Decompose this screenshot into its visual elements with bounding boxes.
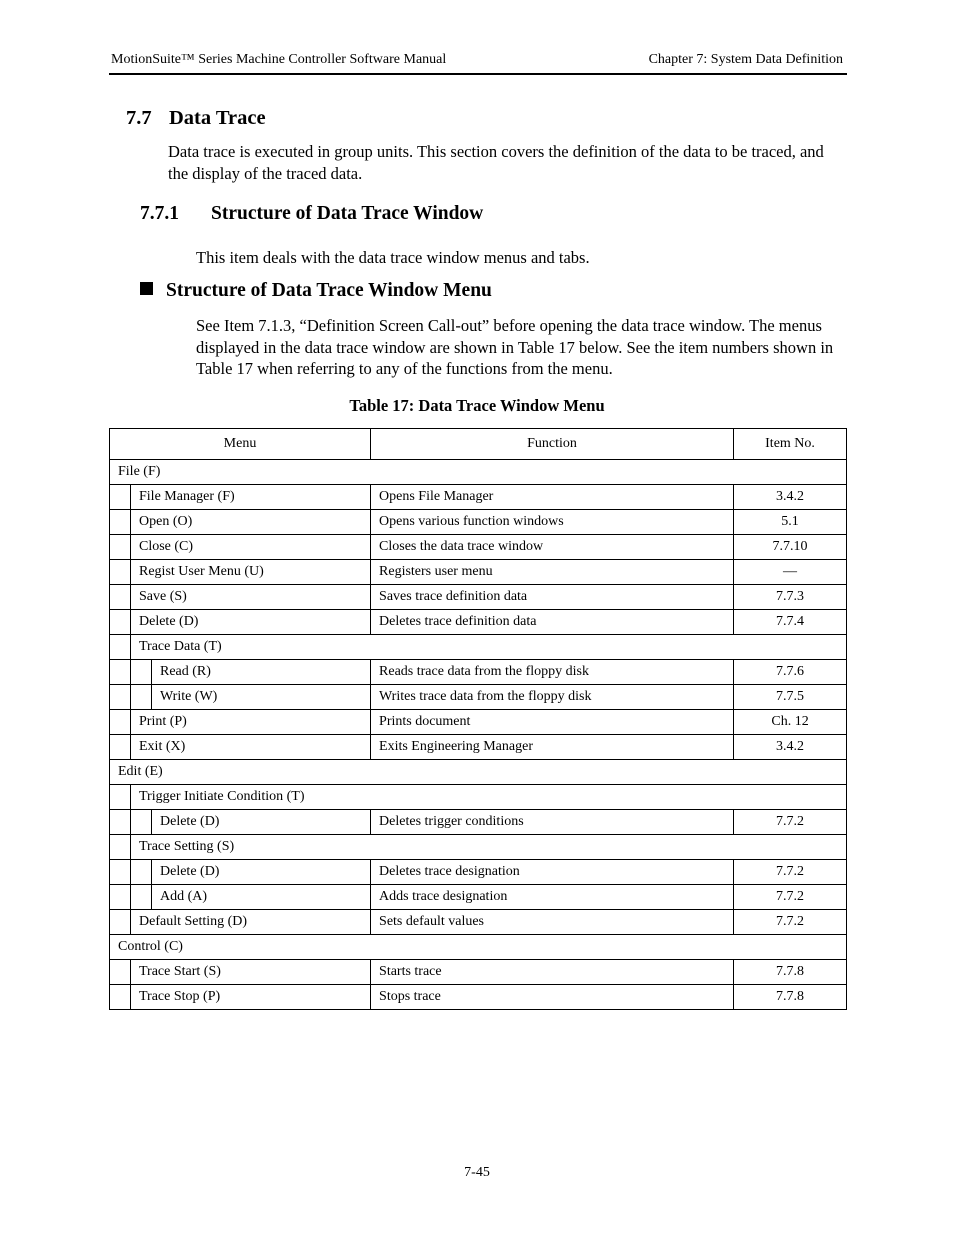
table-row — [110, 735, 847, 760]
menu-cell: Print (P) — [131, 710, 371, 735]
table-row — [110, 585, 847, 610]
table-row — [110, 810, 847, 835]
table-row — [110, 860, 847, 885]
indent-cell — [131, 660, 152, 685]
menu-cell: Write (W) — [152, 685, 371, 710]
table-header-row — [110, 429, 847, 460]
indent-cell — [110, 985, 131, 1010]
menu-cell: Exit (X) — [131, 735, 371, 760]
menu-cell: Delete (D) — [152, 810, 371, 835]
topic-title: Structure of Data Trace Window Menu — [166, 280, 492, 301]
indent-cell — [131, 885, 152, 910]
table-row — [110, 485, 847, 510]
indent-cell — [110, 685, 131, 710]
indent-cell — [110, 735, 131, 760]
section-title: Data Trace — [169, 107, 266, 129]
table-body — [110, 460, 847, 1010]
item-no-cell: 3.4.2 — [734, 735, 847, 760]
function-cell: Stops trace — [371, 985, 734, 1010]
section-heading — [126, 107, 266, 130]
item-no-cell: 7.7.8 — [734, 960, 847, 985]
menu-cell: Delete (D) — [131, 610, 371, 635]
indent-cell — [110, 710, 131, 735]
table-row — [110, 510, 847, 535]
menu-cell: Open (O) — [131, 510, 371, 535]
menu-cell: Close (C) — [131, 535, 371, 560]
indent-cell — [110, 510, 131, 535]
subsection-title: Structure of Data Trace Window — [211, 203, 484, 224]
menu-cell: Delete (D) — [152, 860, 371, 885]
function-cell: Deletes trace definition data — [371, 610, 734, 635]
indent-cell — [110, 610, 131, 635]
table-row — [110, 885, 847, 910]
function-cell: Saves trace definition data — [371, 585, 734, 610]
function-cell: Deletes trigger conditions — [371, 810, 734, 835]
header-menu: Menu — [110, 429, 371, 460]
page-number: 7-45 — [464, 1165, 490, 1180]
section-intro: Data trace is executed in group units. This section covers the definition of the data to be traced, and the display of the traced data. — [168, 142, 824, 183]
item-no-cell: 7.7.4 — [734, 610, 847, 635]
topic-body: See Item 7.1.3, “Definition Screen Call-out” before opening the data trace window. The menus displayed in the data trace window are shown in Table 17 below. See the item numbers shown in Table 17 when referring to any of the functions from the menu. — [196, 316, 834, 378]
table-row — [110, 960, 847, 985]
indent-cell — [110, 835, 131, 860]
indent-cell — [110, 860, 131, 885]
subsection-heading — [140, 203, 483, 225]
indent-cell — [110, 485, 131, 510]
running-header-chapter: Chapter 7: System Data Definition — [648, 52, 843, 67]
function-cell: Registers user menu — [371, 560, 734, 585]
indent-cell — [131, 810, 152, 835]
menu-cell: Save (S) — [131, 585, 371, 610]
indent-cell — [110, 785, 131, 810]
menu-cell: Read (R) — [152, 660, 371, 685]
indent-cell — [110, 585, 131, 610]
menu-cell: Trace Data (T) — [131, 635, 847, 660]
menu-cell: Edit (E) — [110, 760, 847, 785]
table-row — [110, 935, 847, 960]
function-cell: Reads trace data from the floppy disk — [371, 660, 734, 685]
function-cell: Starts trace — [371, 960, 734, 985]
header-item-no: Item No. — [734, 429, 847, 460]
menu-cell: File (F) — [110, 460, 847, 485]
running-header-title: MotionSuite™ Series Machine Controller Software Manual — [111, 52, 447, 67]
table-row — [110, 985, 847, 1010]
indent-cell — [110, 885, 131, 910]
item-no-cell: 7.7.6 — [734, 660, 847, 685]
table-row — [110, 560, 847, 585]
section-number: 7.7 — [126, 107, 152, 129]
menu-cell: Default Setting (D) — [131, 910, 371, 935]
function-cell: Writes trace data from the floppy disk — [371, 685, 734, 710]
table-row — [110, 785, 847, 810]
menu-table — [109, 428, 847, 1010]
item-no-cell: 7.7.2 — [734, 810, 847, 835]
function-cell: Sets default values — [371, 910, 734, 935]
subsection-number: 7.7.1 — [140, 203, 179, 224]
indent-cell — [110, 910, 131, 935]
function-cell: Adds trace designation — [371, 885, 734, 910]
indent-cell — [110, 660, 131, 685]
function-cell: Opens various function windows — [371, 510, 734, 535]
table-row — [110, 460, 847, 485]
menu-cell: Control (C) — [110, 935, 847, 960]
item-no-cell: 7.7.10 — [734, 535, 847, 560]
table-row — [110, 835, 847, 860]
subsection-intro: This item deals with the data trace window menus and tabs. — [196, 248, 590, 267]
item-no-cell: 7.7.5 — [734, 685, 847, 710]
indent-cell — [110, 560, 131, 585]
menu-cell: File Manager (F) — [131, 485, 371, 510]
menu-cell: Add (A) — [152, 885, 371, 910]
table-caption: Table 17: Data Trace Window Menu — [349, 396, 605, 415]
indent-cell — [131, 860, 152, 885]
indent-cell — [131, 685, 152, 710]
function-cell: Closes the data trace window — [371, 535, 734, 560]
item-no-cell: 7.7.2 — [734, 885, 847, 910]
item-no-cell: 7.7.3 — [734, 585, 847, 610]
header-rule — [109, 73, 847, 75]
square-bullet-icon — [140, 282, 153, 295]
indent-cell — [110, 535, 131, 560]
table-row — [110, 535, 847, 560]
menu-cell: Trace Stop (P) — [131, 985, 371, 1010]
item-no-cell: 5.1 — [734, 510, 847, 535]
item-no-cell: 7.7.8 — [734, 985, 847, 1010]
table-row — [110, 685, 847, 710]
function-cell: Exits Engineering Manager — [371, 735, 734, 760]
indent-cell — [110, 960, 131, 985]
topic-heading — [140, 280, 492, 302]
menu-cell: Trace Start (S) — [131, 960, 371, 985]
menu-cell: Regist User Menu (U) — [131, 560, 371, 585]
table-row — [110, 660, 847, 685]
function-cell: Opens File Manager — [371, 485, 734, 510]
table-row — [110, 635, 847, 660]
item-no-cell: Ch. 12 — [734, 710, 847, 735]
table-row — [110, 760, 847, 785]
indent-cell — [110, 810, 131, 835]
function-cell: Prints document — [371, 710, 734, 735]
item-no-cell: — — [734, 560, 847, 585]
table-row — [110, 610, 847, 635]
item-no-cell: 3.4.2 — [734, 485, 847, 510]
indent-cell — [110, 635, 131, 660]
header-function: Function — [371, 429, 734, 460]
menu-cell: Trigger Initiate Condition (T) — [131, 785, 847, 810]
table-row — [110, 910, 847, 935]
item-no-cell: 7.7.2 — [734, 860, 847, 885]
table-row — [110, 710, 847, 735]
function-cell: Deletes trace designation — [371, 860, 734, 885]
menu-cell: Trace Setting (S) — [131, 835, 847, 860]
item-no-cell: 7.7.2 — [734, 910, 847, 935]
